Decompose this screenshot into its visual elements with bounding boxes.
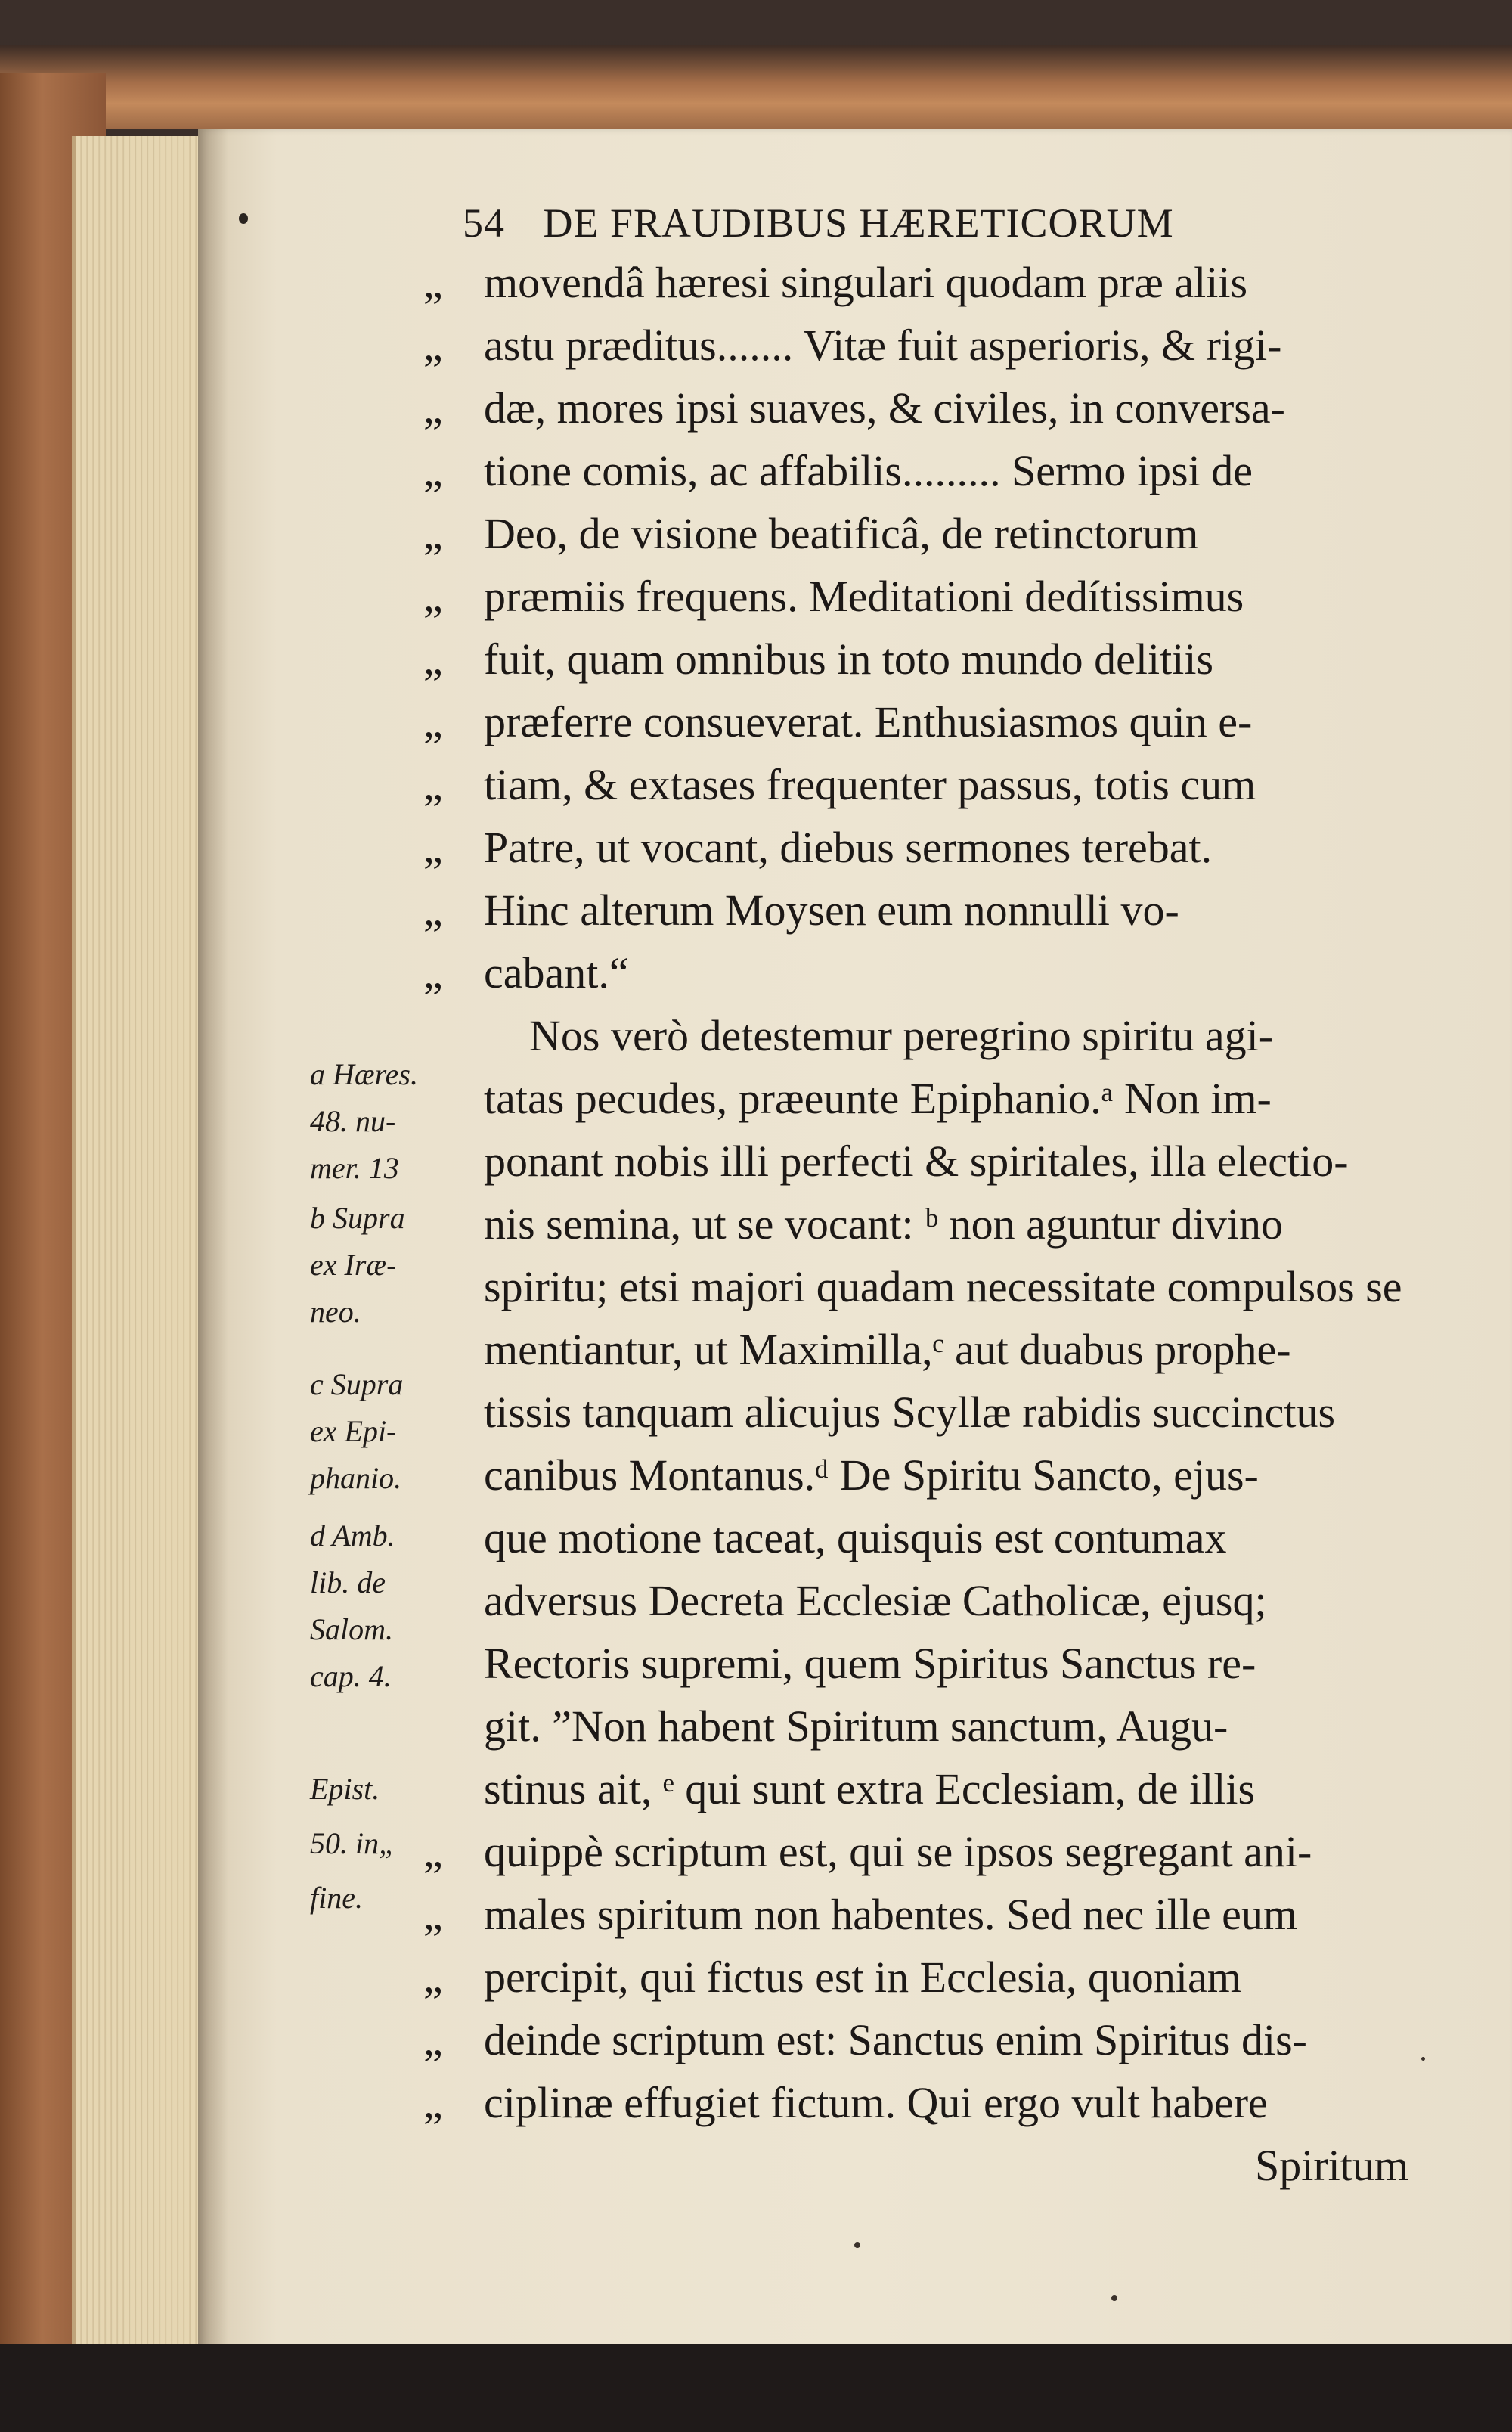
- margin-note-line: phanio.: [310, 1461, 402, 1495]
- margin-note-line: Salom.: [310, 1612, 393, 1646]
- quote-mark: „: [423, 572, 443, 621]
- quote-mark: „: [423, 697, 443, 746]
- quote-mark: „: [423, 760, 443, 809]
- scan-bottom-border: [0, 2344, 1512, 2432]
- quote-mark: „: [423, 321, 443, 370]
- line-text: Deo, de visione beatificâ, de retinctorum: [484, 509, 1199, 558]
- margin-note-b: [310, 1195, 446, 1335]
- quote-mark: „: [423, 886, 443, 935]
- text-line: [423, 1506, 1436, 1569]
- main-text-block: [423, 251, 1436, 2134]
- line-text: dæ, mores ipsi suaves, & civiles, in conversa-: [484, 383, 1285, 433]
- text-line: [423, 879, 1436, 941]
- line-text: quippè scriptum est, qui se ipsos segregant ani-: [484, 1827, 1312, 1876]
- quote-mark: „: [423, 258, 443, 307]
- margin-note-line: a Hæres.: [310, 1057, 418, 1091]
- text-line: [423, 1695, 1436, 1757]
- text-line: [423, 1004, 1436, 1067]
- line-text: deinde scriptum est: Sanctus enim Spiritus dis-: [484, 2015, 1308, 2064]
- line-text: astu præditus....... Vitæ fuit asperioris, & rigi-: [484, 321, 1282, 370]
- text-line: [423, 1569, 1436, 1632]
- page-number: 54: [463, 200, 505, 246]
- text-line: [423, 1318, 1436, 1381]
- text-line: [423, 1130, 1436, 1193]
- quote-mark: „: [423, 509, 443, 558]
- line-text: que motione taceat, quisquis est contumax: [484, 1513, 1227, 1562]
- line-text: percipit, qui fictus est in Ecclesia, quoniam: [484, 1953, 1241, 2002]
- text-line: [423, 816, 1436, 879]
- text-line: [423, 1946, 1436, 2009]
- line-text: tatas pecudes, præeunte Epiphanio.ᵃ Non im-: [484, 1074, 1272, 1123]
- quote-mark: „: [423, 1890, 443, 1939]
- text-line: [423, 1883, 1436, 1946]
- line-text: præferre consueverat. Enthusiasmos quin e-: [484, 697, 1253, 746]
- text-line: [423, 1381, 1436, 1444]
- line-text: tione comis, ac affabilis......... Sermo ipsi de: [484, 446, 1253, 495]
- line-text: movendâ hæresi singulari quodam præ aliis: [484, 258, 1248, 307]
- book-cover-top-edge: [0, 45, 1512, 129]
- line-text: Patre, ut vocant, diebus sermones terebat.: [484, 823, 1213, 872]
- margin-note-line: lib. de: [310, 1565, 386, 1599]
- line-text: ponant nobis illi perfecti & spiritales, illa electio-: [484, 1137, 1349, 1186]
- line-text: mentiantur, ut Maximilla,ᶜ aut duabus prophe-: [484, 1325, 1291, 1374]
- quote-mark: „: [423, 446, 443, 495]
- margin-note-line: b Supra: [310, 1201, 405, 1235]
- text-line: [423, 1820, 1436, 1883]
- text-line: [423, 1632, 1436, 1695]
- margin-note-line: ex Iræ-: [310, 1248, 397, 1282]
- text-line: [423, 314, 1436, 377]
- margin-note-e: [310, 1762, 446, 1925]
- line-text: adversus Decreta Ecclesiæ Catholicæ, ejusq;: [484, 1576, 1267, 1625]
- margin-note-line: 50. in„: [310, 1826, 396, 1860]
- running-title: DE FRAUDIBUS HÆRETICORUM: [543, 200, 1174, 246]
- margin-note-c: [310, 1361, 446, 1502]
- text-line: [423, 941, 1436, 1004]
- text-line: [423, 565, 1436, 628]
- margin-note-d: [310, 1512, 446, 1700]
- text-line: [423, 1255, 1436, 1318]
- text-line: [423, 439, 1436, 502]
- running-header: [463, 200, 1445, 253]
- margin-note-line: neo.: [310, 1295, 361, 1329]
- ink-spot-mark: [239, 213, 248, 224]
- margin-note-line: ex Epi-: [310, 1414, 397, 1448]
- text-line: [423, 753, 1436, 816]
- line-text: git. ”Non habent Spiritum sanctum, Augu-: [484, 1701, 1228, 1751]
- ink-dot: [1111, 2295, 1117, 2301]
- margin-note-a: [310, 1051, 446, 1192]
- quote-mark: „: [423, 383, 443, 433]
- text-line: [423, 1444, 1436, 1506]
- text-line: [423, 2009, 1436, 2071]
- margin-note-line: c Supra: [310, 1367, 404, 1401]
- gutter-shadow: [198, 129, 228, 2367]
- text-line: [423, 628, 1436, 690]
- line-text: Rectoris supremi, quem Spiritus Sanctus re-: [484, 1639, 1256, 1688]
- line-text: ciplinæ effugiet fictum. Qui ergo vult habere: [484, 2078, 1268, 2127]
- line-text: canibus Montanus.ᵈ De Spiritu Sancto, ejus-: [484, 1450, 1259, 1500]
- quote-mark: „: [423, 2015, 443, 2064]
- line-text: males spiritum non habentes. Sed nec ille eum: [484, 1890, 1297, 1939]
- line-text: Nos verò detestemur peregrino spiritu agi-: [529, 1011, 1274, 1060]
- text-line: [423, 377, 1436, 439]
- line-text: Hinc alterum Moysen eum nonnulli vo-: [484, 886, 1179, 935]
- text-line: [423, 502, 1436, 565]
- catchword: Spiritum: [1255, 2141, 1409, 2190]
- margin-note-line: Epist.: [310, 1772, 380, 1806]
- page-stack-edge: [72, 136, 205, 2363]
- margin-note-line: cap. 4.: [310, 1659, 392, 1693]
- text-line: [423, 251, 1436, 314]
- line-text: tissis tanquam alicujus Scyllæ rabidis succinctus: [484, 1388, 1336, 1437]
- quote-mark: „: [423, 1827, 443, 1876]
- line-text: stinus ait, ᵉ qui sunt extra Ecclesiam, de illis: [484, 1764, 1256, 1813]
- margin-note-line: 48. nu-: [310, 1104, 396, 1138]
- ink-dot: [1421, 2057, 1425, 2061]
- text-line: [423, 1067, 1436, 1130]
- quote-mark: „: [423, 634, 443, 684]
- line-text: præmiis frequens. Meditationi dedítissimus: [484, 572, 1244, 621]
- line-text: spiritu; etsi majori quadam necessitate compulsos se: [484, 1262, 1402, 1311]
- quote-mark: „: [423, 823, 443, 872]
- line-text: fuit, quam omnibus in toto mundo delitiis: [484, 634, 1214, 684]
- ink-dot: [854, 2242, 860, 2248]
- line-text: tiam, & extases frequenter passus, totis cum: [484, 760, 1256, 809]
- text-line: [423, 2071, 1436, 2134]
- text-line: [423, 1757, 1436, 1820]
- margin-note-line: fine.: [310, 1881, 363, 1915]
- margin-note-line: d Amb.: [310, 1518, 395, 1553]
- line-text: nis semina, ut se vocant: ᵇ non aguntur divino: [484, 1199, 1283, 1249]
- quote-mark: „: [423, 2078, 443, 2127]
- line-text: cabant.“: [484, 948, 629, 997]
- text-line: [423, 1193, 1436, 1255]
- margin-note-line: mer. 13: [310, 1151, 399, 1185]
- quote-mark: „: [423, 948, 443, 997]
- text-line: [423, 690, 1436, 753]
- quote-mark: „: [423, 1953, 443, 2002]
